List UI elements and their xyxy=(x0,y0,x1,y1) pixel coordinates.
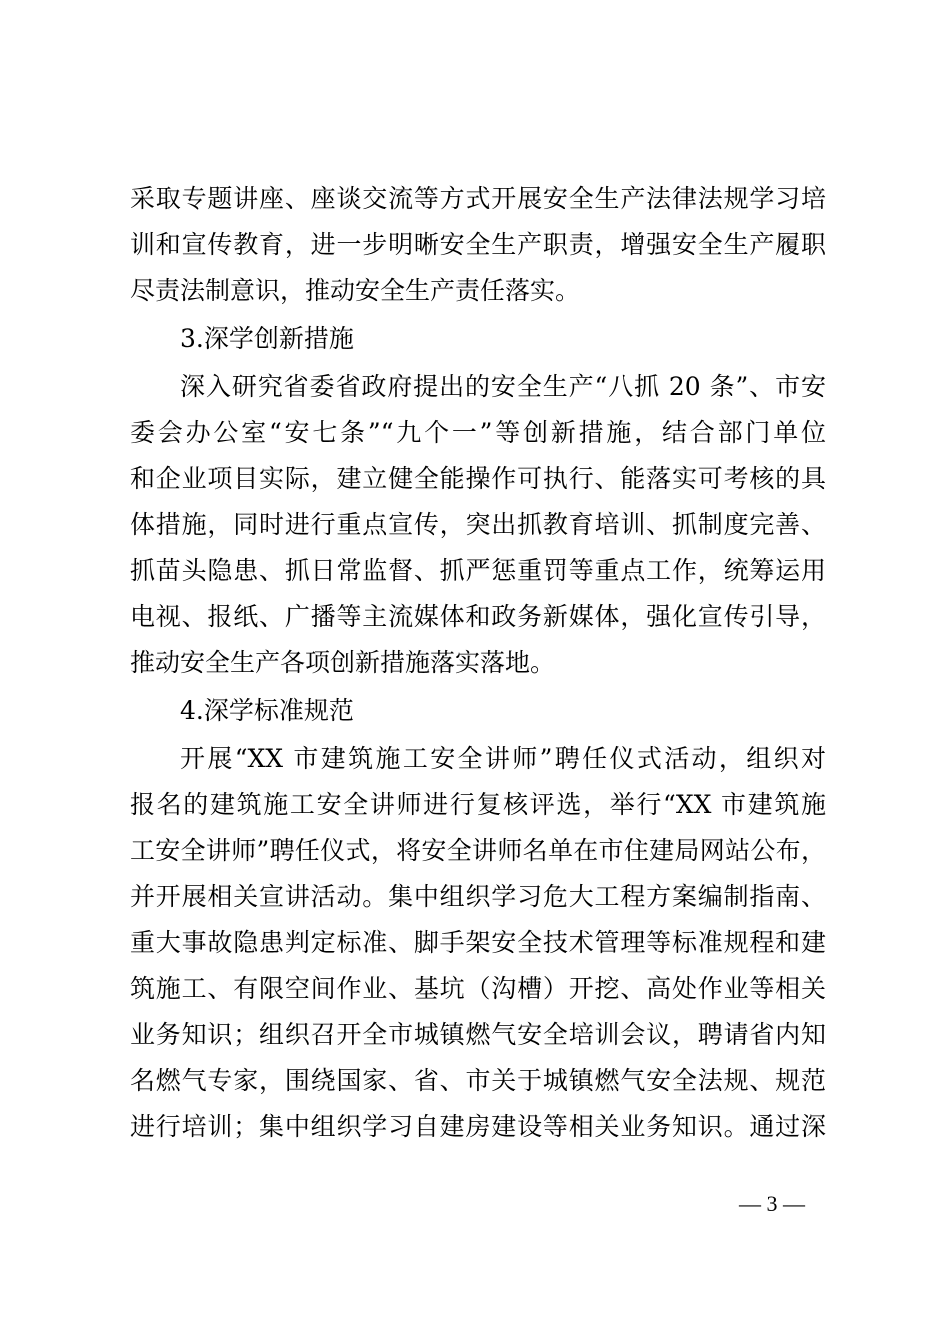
paragraph-line: 深入研究省委省政府提出的安全生产“八抓 20 条”、市安 xyxy=(180,372,826,401)
paragraph-line: 工安全讲师”聘任仪式，将安全讲师名单在市住建局网站公布， xyxy=(130,836,826,865)
paragraph-line: 筑施工、有限空间作业、基坑（沟槽）开挖、高处作业等相关 xyxy=(130,974,826,1003)
paragraph-line: 名燃气专家，围绕国家、省、市关于城镇燃气安全法规、规范 xyxy=(130,1066,826,1095)
paragraph-line: 进行培训；集中组织学习自建房建设等相关业务知识。通过深 xyxy=(130,1112,826,1141)
paragraph-line: 开展“XX 市建筑施工安全讲师”聘任仪式活动，组织对 xyxy=(180,744,826,773)
paragraph-line: 电视、报纸、广播等主流媒体和政务新媒体，强化宣传引导， xyxy=(130,602,826,631)
paragraph-line: 采取专题讲座、座谈交流等方式开展安全生产法律法规学习培 xyxy=(130,184,826,213)
paragraph-line: 尽责法制意识，推动安全生产责任落实。 xyxy=(130,276,581,305)
paragraph-line: 并开展相关宣讲活动。集中组织学习危大工程方案编制指南、 xyxy=(130,882,826,911)
paragraph-line: 体措施，同时进行重点宣传，突出抓教育培训、抓制度完善、 xyxy=(130,510,826,539)
section-heading-4: 4.深学标准规范 xyxy=(180,696,354,725)
paragraph-line: 重大事故隐患判定标准、脚手架安全技术管理等标准规程和建 xyxy=(130,928,826,957)
section-heading-3: 3.深学创新措施 xyxy=(180,324,354,353)
paragraph-line: 抓苗头隐患、抓日常监督、抓严惩重罚等重点工作，统筹运用 xyxy=(130,556,826,585)
paragraph-line: 报名的建筑施工安全讲师进行复核评选，举行“XX 市建筑施 xyxy=(130,790,826,819)
paragraph-line: 和企业项目实际，建立健全能操作可执行、能落实可考核的具 xyxy=(130,464,826,493)
paragraph-line: 业务知识；组织召开全市城镇燃气安全培训会议，聘请省内知 xyxy=(130,1020,826,1049)
paragraph-line: 推动安全生产各项创新措施落实落地。 xyxy=(130,648,556,677)
paragraph-line: 委会办公室“安七条”“九个一”等创新措施，结合部门单位 xyxy=(130,418,826,447)
page-number: — 3 — xyxy=(739,1191,805,1216)
paragraph-line: 训和宣传教育，进一步明晰安全生产职责，增强安全生产履职 xyxy=(130,230,826,259)
